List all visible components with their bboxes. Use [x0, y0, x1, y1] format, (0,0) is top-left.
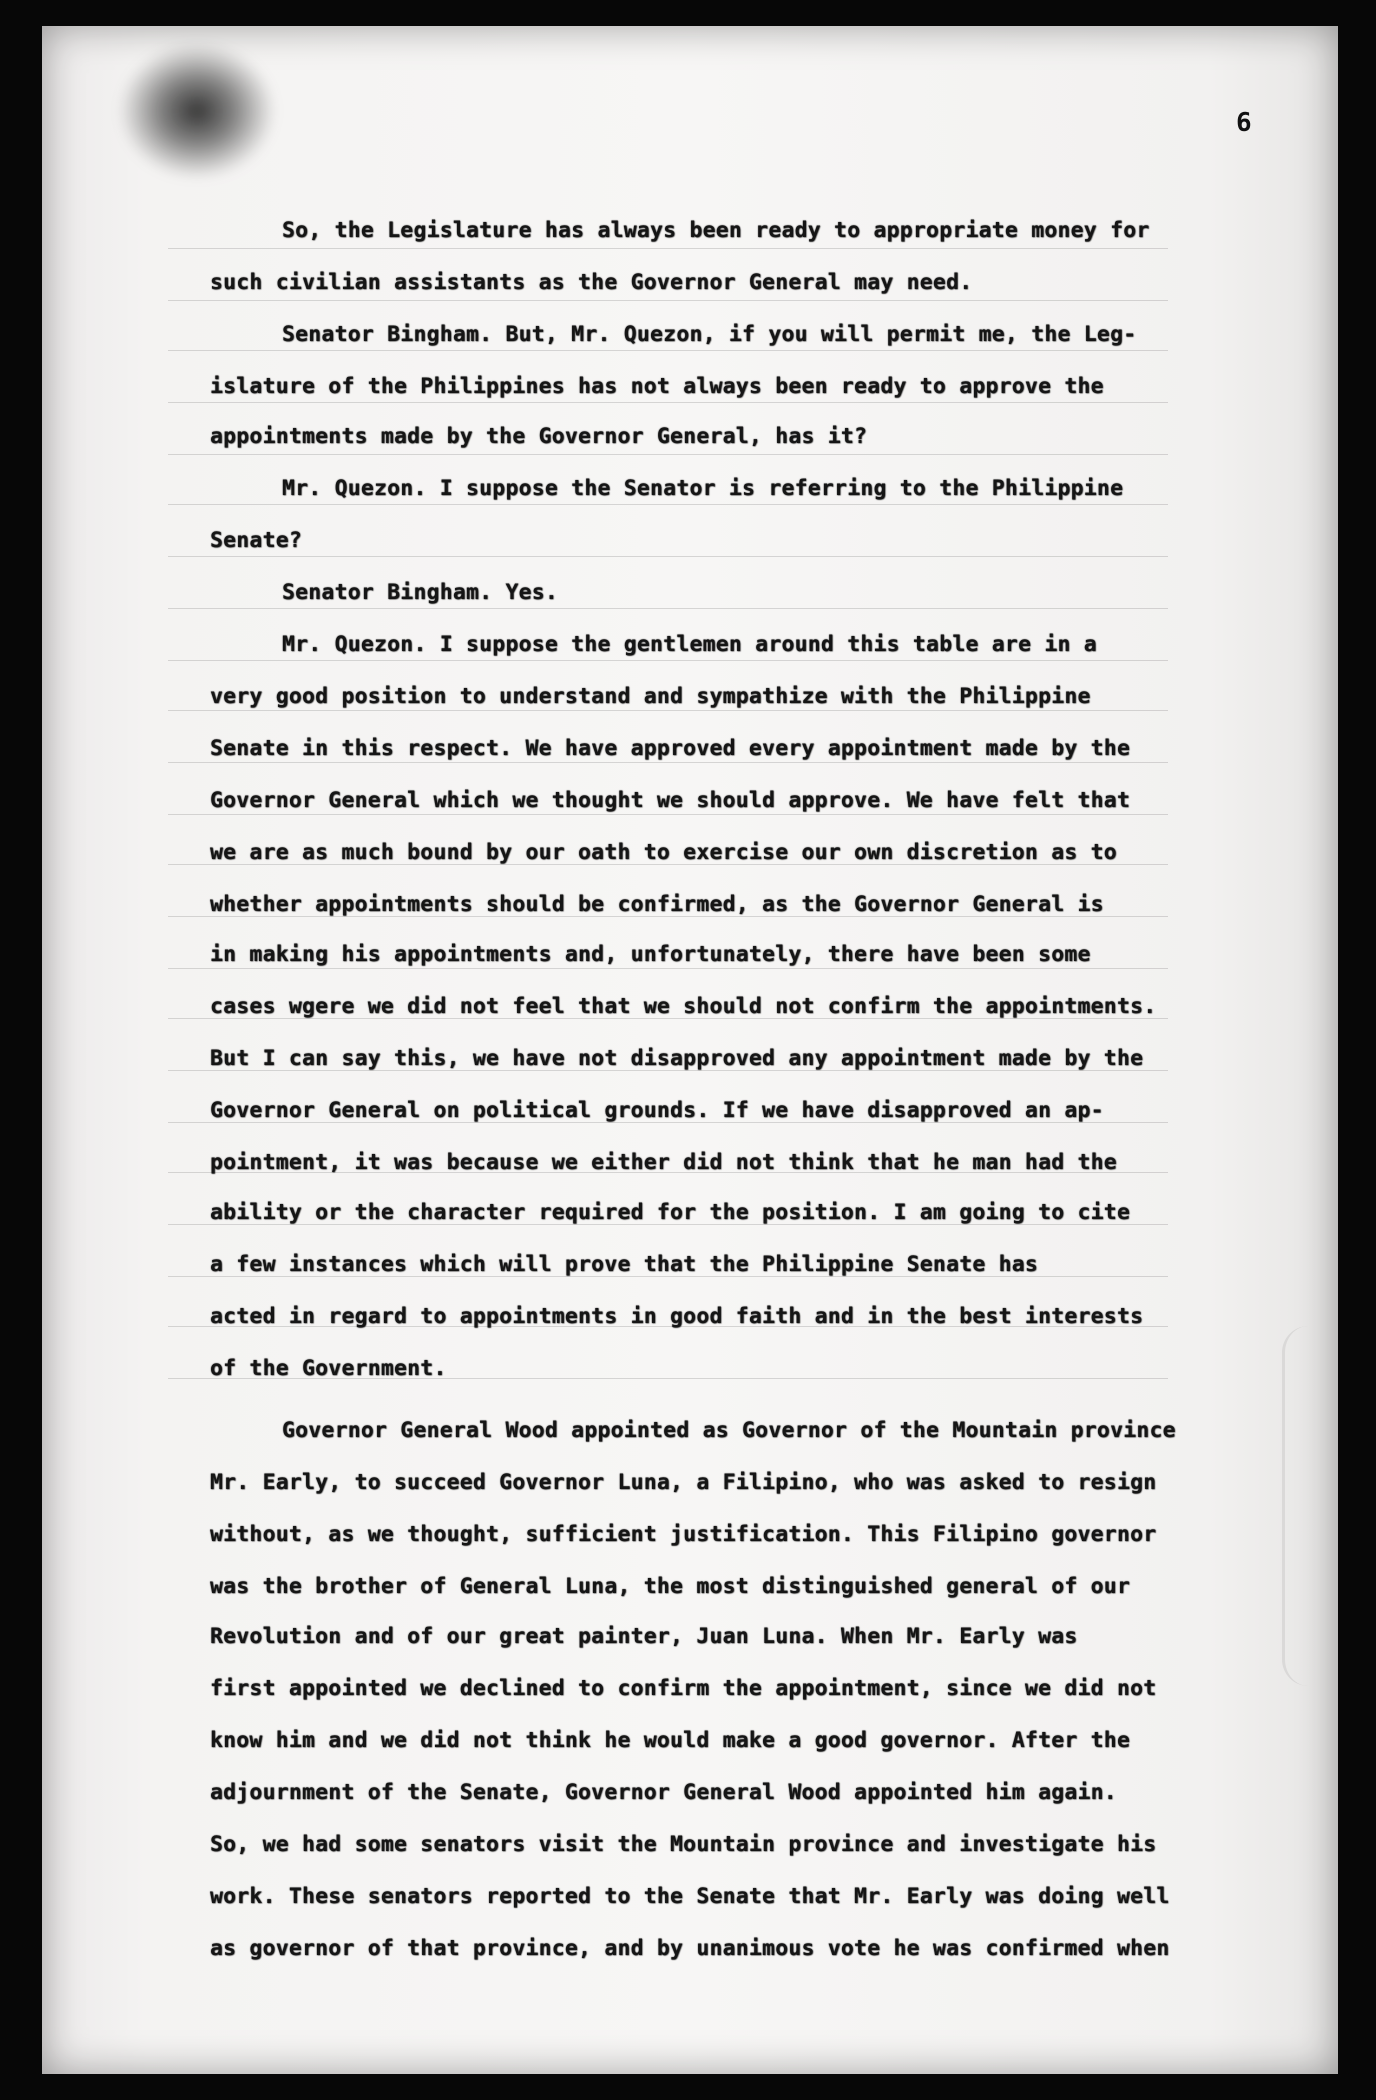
ruled-line: [168, 504, 1168, 505]
text-line: was the brother of General Luna, the most distinguished general of our: [210, 1574, 1131, 1599]
faded-stamp-mark: [1282, 1326, 1335, 1686]
text-line: Mr. Early, to succeed Governor Luna, a Filipino, who was asked to resign: [210, 1470, 1157, 1495]
text-line: Senate in this respect. We have approved every appointment made by the: [210, 736, 1131, 761]
text-line: islature of the Philippines has not always been ready to approve the: [210, 374, 1104, 399]
text-line: acted in regard to appointments in good faith and in the best interests: [210, 1304, 1144, 1329]
text-line: appointments made by the Governor General, has it?: [210, 424, 868, 449]
text-line: Governor General which we thought we should approve. We have felt that: [210, 788, 1131, 813]
ink-smudge: [122, 46, 272, 176]
text-line: Senator Bingham. Yes.: [282, 580, 559, 605]
ruled-line: [168, 248, 1168, 249]
text-line: know him and we did not think he would make a good governor. After the: [210, 1728, 1131, 1753]
text-line: cases wgere we did not feel that we should not confirm the appointments.: [210, 994, 1157, 1019]
text-line: of the Government.: [210, 1356, 447, 1381]
text-line: in making his appointments and, unfortunately, there have been some: [210, 942, 1091, 967]
text-line: a few instances which will prove that the Philippine Senate has: [210, 1252, 1039, 1277]
text-line: as governor of that province, and by unanimous vote he was confirmed when: [210, 1936, 1170, 1961]
ruled-line: [168, 660, 1168, 661]
ruled-line: [168, 710, 1168, 711]
text-line: pointment, it was because we either did not think that he man had the: [210, 1150, 1117, 1175]
text-line: Senator Bingham. But, Mr. Quezon, if you will permit me, the Leg-: [282, 322, 1137, 347]
ruled-line: [168, 350, 1168, 351]
text-line: Governor General Wood appointed as Governor of the Mountain province: [282, 1418, 1176, 1443]
ruled-line: [168, 762, 1168, 763]
text-line: So, the Legislature has always been ready to appropriate money for: [282, 218, 1150, 243]
ruled-line: [168, 968, 1168, 969]
text-line: Mr. Quezon. I suppose the Senator is referring to the Philippine: [282, 476, 1124, 501]
ruled-line: [168, 608, 1168, 609]
page-number: 6: [1236, 108, 1252, 138]
text-line: So, we had some senators visit the Mountain province and investigate his: [210, 1832, 1157, 1857]
text-line: adjournment of the Senate, Governor General Wood appointed him again.: [210, 1780, 1117, 1805]
text-line: very good position to understand and sympathize with the Philippine: [210, 684, 1091, 709]
text-line: Revolution and of our great painter, Juan Luna. When Mr. Early was: [210, 1624, 1078, 1649]
ruled-line: [168, 300, 1168, 301]
text-line: first appointed we declined to confirm the appointment, since we did not: [210, 1676, 1157, 1701]
ruled-line: [168, 402, 1168, 403]
text-line: ability or the character required for the position. I am going to cite: [210, 1200, 1131, 1225]
ruled-line: [168, 814, 1168, 815]
text-line: we are as much bound by our oath to exercise our own discretion as to: [210, 840, 1117, 865]
text-line: Governor General on political grounds. If we have disapproved an ap-: [210, 1098, 1104, 1123]
ruled-line: [168, 556, 1168, 557]
text-line: Senate?: [210, 528, 303, 553]
text-line: But I can say this, we have not disapproved any appointment made by the: [210, 1046, 1144, 1071]
text-line: Mr. Quezon. I suppose the gentlemen around this table are in a: [282, 632, 1097, 657]
text-line: such civilian assistants as the Governor General may need.: [210, 270, 973, 295]
ruled-line: [168, 454, 1168, 455]
text-line: work. These senators reported to the Senate that Mr. Early was doing well: [210, 1884, 1170, 1909]
text-line: whether appointments should be confirmed, as the Governor General is: [210, 892, 1104, 917]
text-line: without, as we thought, sufficient justification. This Filipino governor: [210, 1522, 1157, 1547]
